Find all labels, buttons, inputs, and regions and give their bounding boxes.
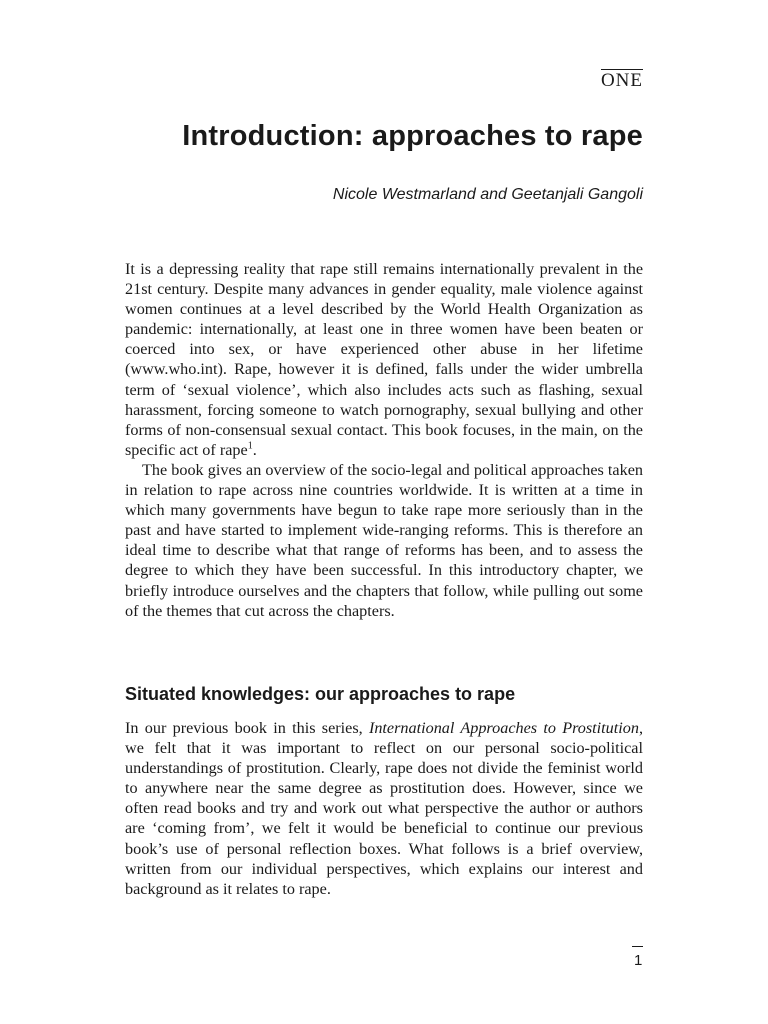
section-body (125, 718, 643, 899)
intro-paragraph-2: The book gives an overview of the socio-legal and political approaches taken in relation to rape across nine countries worldwide. It is written at a time in which many governments have begun to take rape more seriously than in the past and have started to implement wide-ranging reforms. This is therefore an ideal time to describe what that range of reforms has been, and to assess the degree to which they have been successful. In this introductory chapter, we briefly introduce ourselves and the chapters that follow, while pulling out some of the themes that cut across the chapters. (125, 460, 643, 620)
intro-paragraph-1 (125, 259, 643, 460)
section-paragraph-1-after: , we felt that it was important to reflect on our personal socio-political understandings of prostitution. Clearly, rape does not divide the feminist world to anywhere near the same degree as prostitution does. However, since we often read books and try and work out what perspective the author or authors are ‘coming from’, we felt it would be beneficial to continue our previous book’s use of personal reflection boxes. What follows is a brief overview, written from our individual perspectives, which explains our interest and background as it relates to rape. (125, 719, 643, 898)
intro-body (125, 259, 643, 621)
page-number: 1 (634, 952, 643, 969)
intro-paragraph-1-end: . (252, 440, 257, 459)
chapter-title: Introduction: approaches to rape (182, 120, 643, 152)
chapter-authors: Nicole Westmarland and Geetanjali Gangoli (332, 186, 643, 203)
book-title-citation: International Approaches to Prostitution (368, 719, 639, 737)
chapter-number: ONE (600, 70, 643, 91)
footnote-marker: 1 (247, 440, 253, 452)
section-paragraph-1-before: In our previous book in this series, (125, 719, 369, 737)
section-heading: Situated knowledges: our approaches to rape (125, 684, 516, 704)
section-paragraph-1 (125, 718, 643, 899)
page-number-rule (632, 946, 643, 947)
intro-paragraph-1-text: It is a depressing reality that rape still remains internationally prevalent in the 21st century. Despite many advances in gender equality, male violence against women continues at a level described by the World Health Organization as pandemic: internationally, at least one in three women have been beaten or coerced into sex, or have experienced other abuse in her lifetime (www.who.int). Rape, however it is defined, falls under the wider umbrella term of ‘sexual violence’, which also includes acts such as flashing, sexual harassment, forcing someone to watch pornography, sexual bullying and other forms of non-consensual sexual contact. This book focuses, in the main, on the specific act of rape (125, 260, 643, 459)
